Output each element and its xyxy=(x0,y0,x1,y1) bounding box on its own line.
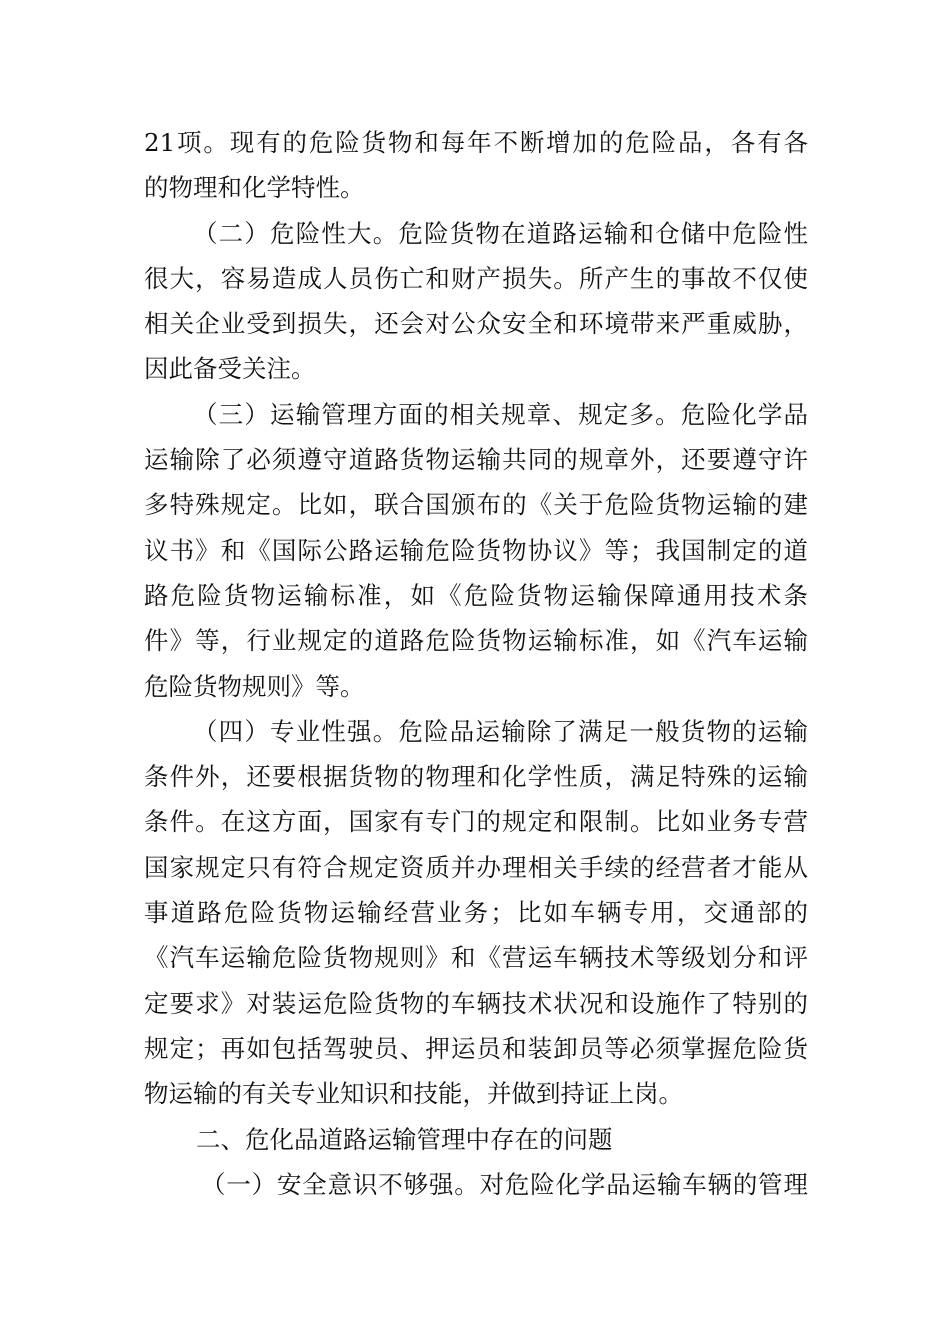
text-line: 物运输的有关专业知识和技能，并做到持证上岗。 xyxy=(144,1079,683,1109)
text-line: （二）危险性大。危险货物在道路运输和仓储中危险性 xyxy=(193,218,808,248)
text-line: 条件。在这方面，国家有专门的规定和限制。比如业务专营 xyxy=(144,807,808,837)
text-line: 事道路危险货物运输经营业务；比如车辆专用，交通部的 xyxy=(144,898,808,928)
text-line: 的物理和化学特性。 xyxy=(144,173,365,203)
text-line: 路危险货物运输标准，如《危险货物运输保障通用技术条 xyxy=(144,580,808,610)
text-line: 很大，容易造成人员伤亡和财产损失。所产生的事故不仅使 xyxy=(144,263,808,293)
text-line: （三）运输管理方面的相关规章、规定多。危险化学品 xyxy=(193,399,808,429)
text-line: 议书》和《国际公路运输危险货物协议》等；我国制定的道 xyxy=(144,535,808,565)
text-line: 国家规定只有符合规定资质并办理相关手续的经营者才能从 xyxy=(144,852,808,882)
text-line: 相关企业受到损失，还会对公众安全和环境带来严重威胁， xyxy=(144,309,808,339)
text-line: 件》等，行业规定的道路危险货物运输标准，如《汽车运输 xyxy=(144,626,808,656)
text-line: 定要求》对装运危险货物的车辆技术状况和设施作了特别的 xyxy=(144,988,808,1018)
text-line: （四）专业性强。危险品运输除了满足一般货物的运输 xyxy=(193,716,808,746)
text-line: 危险货物规则》等。 xyxy=(144,671,365,701)
document-body xyxy=(144,120,808,1207)
text-line: 21项。现有的危险货物和每年不断增加的危险品，各有各 xyxy=(144,128,808,157)
text-line: 规定；再如包括驾驶员、押运员和装卸员等必须掌握危险货 xyxy=(144,1033,808,1063)
text-line: （一）安全意识不够强。对危险化学品运输车辆的管理 xyxy=(201,1169,808,1199)
text-line: 因此备受关注。 xyxy=(144,354,316,384)
text-line: 多特殊规定。比如，联合国颁布的《关于危险货物运输的建 xyxy=(144,490,808,520)
section-heading: 二、危化品道路运输管理中存在的问题 xyxy=(196,1124,613,1154)
text-line: 条件外，还要根据货物的物理和化学性质，满足特殊的运输 xyxy=(144,762,808,792)
text-line: 《汽车运输危险货物规则》和《营运车辆技术等级划分和评 xyxy=(144,943,808,973)
text-line: 运输除了必须遵守道路货物运输共同的规章外，还要遵守许 xyxy=(144,445,808,475)
